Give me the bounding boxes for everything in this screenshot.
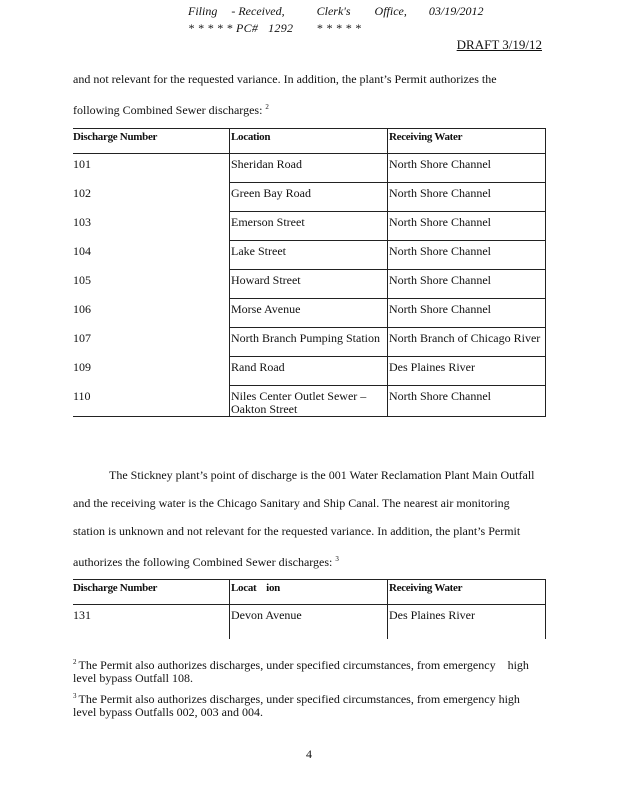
table-header-row (73, 129, 546, 154)
cell-location: North Branch Pumping Station (230, 328, 388, 357)
table-row (73, 328, 546, 357)
para2-line1: The Stickney plant’s point of discharge is the 001 Water Reclamation Plant Main Outfall (109, 468, 535, 482)
cell-receiving-water: North Shore Channel (388, 154, 546, 183)
cell-receiving-water: North Shore Channel (388, 212, 546, 241)
cell-receiving-water: North Shore Channel (388, 183, 546, 212)
received-label: - Received, (231, 4, 285, 18)
cell-discharge-number: 102 (73, 185, 91, 200)
table-row (73, 386, 546, 417)
header-discharge-number: Discharge Number (73, 129, 230, 154)
cell-discharge-number: 109 (73, 359, 91, 374)
cell-location: Rand Road (230, 357, 388, 386)
table-row (73, 154, 546, 183)
table-row (73, 299, 546, 328)
filing-label: Filing (188, 4, 218, 18)
table-row (73, 183, 546, 212)
cell-discharge-number: 103 (73, 214, 91, 229)
table-row (73, 212, 546, 241)
cell-discharge-number: 110 (73, 386, 230, 417)
cell-receiving-water: North Shore Channel (388, 241, 546, 270)
discharge-table-2 (73, 579, 546, 639)
cell-location: Lake Street (230, 241, 388, 270)
table-row (73, 270, 546, 299)
footnote-3-text: The Permit also authorizes discharges, under specified circumstances, from emergency high level bypass Outfalls 002, 003 and 004. (73, 692, 520, 719)
footnote-ref-3[interactable]: 3 (335, 555, 339, 563)
para1-line2 (73, 100, 269, 117)
para2-line3: station is unknown and not relevant for the requested variance. In addition, the plant’s Permit (73, 524, 521, 538)
cell-receiving-water: North Shore Channel (388, 386, 546, 417)
header-location: Location (230, 129, 388, 154)
footnote-3-mark: 3 (73, 692, 77, 700)
header-receiving-water: Receiving Water (388, 580, 546, 605)
cell-discharge-number: 106 (73, 301, 91, 316)
footnote-2 (73, 656, 543, 685)
footnote-ref-2[interactable]: 2 (265, 103, 269, 111)
page-number: 4 (306, 747, 312, 761)
cell-discharge-number: 104 (73, 243, 91, 258)
table-row (73, 241, 546, 270)
filing-stamp-line (188, 4, 484, 19)
cell-receiving-water: North Branch of Chicago River (388, 328, 546, 357)
cell-receiving-water: North Shore Channel (388, 299, 546, 328)
para2-line4 (73, 552, 339, 569)
cell-discharge-number: 105 (73, 272, 91, 287)
header-receiving-water: Receiving Water (388, 129, 546, 154)
footnote-3 (73, 690, 543, 719)
pc-number-line: * * * * * PC# 1292 * * * * * (188, 21, 362, 35)
cell-receiving-water: North Shore Channel (388, 270, 546, 299)
table-row (73, 357, 546, 386)
cell-location: Devon Avenue (230, 605, 388, 640)
clerks-label: Clerk's (316, 4, 351, 18)
cell-receiving-water: Des Plaines River (388, 357, 546, 386)
para1-line1: and not relevant for the requested variance. In addition, the plant’s Permit authorizes the (73, 72, 497, 86)
cell-location: Howard Street (230, 270, 388, 299)
footnote-2-mark: 2 (73, 658, 77, 666)
office-label: Office, (374, 4, 407, 18)
cell-receiving-water: Des Plaines River (388, 605, 546, 640)
table-header-row (73, 580, 546, 605)
cell-location: Sheridan Road (230, 154, 388, 183)
table-row (73, 605, 546, 640)
para2-line2: and the receiving water is the Chicago Sanitary and Ship Canal. The nearest air monitoring (73, 496, 510, 510)
cell-location: Emerson Street (230, 212, 388, 241)
draft-label: DRAFT 3/19/12 (456, 37, 542, 52)
footnote-2-text: The Permit also authorizes discharges, under specified circumstances, from emergency high level bypass Outfall 108. (73, 658, 532, 685)
discharge-table-1 (73, 128, 546, 417)
cell-location: Niles Center Outlet Sewer – Oakton Street (230, 386, 388, 417)
cell-location: Morse Avenue (230, 299, 388, 328)
header-discharge-number: Discharge Number (73, 580, 230, 605)
header-location: Locat ion (230, 580, 388, 605)
filing-date: 03/19/2012 (428, 4, 484, 18)
cell-discharge-number: 101 (73, 157, 91, 171)
cell-discharge-number: 107 (73, 330, 91, 345)
cell-discharge-number: 131 (73, 608, 91, 622)
para2-line4-text: authorizes the following Combined Sewer discharges: (73, 555, 333, 569)
cell-location: Green Bay Road (230, 183, 388, 212)
para1-line2-text: following Combined Sewer discharges: (73, 103, 263, 117)
